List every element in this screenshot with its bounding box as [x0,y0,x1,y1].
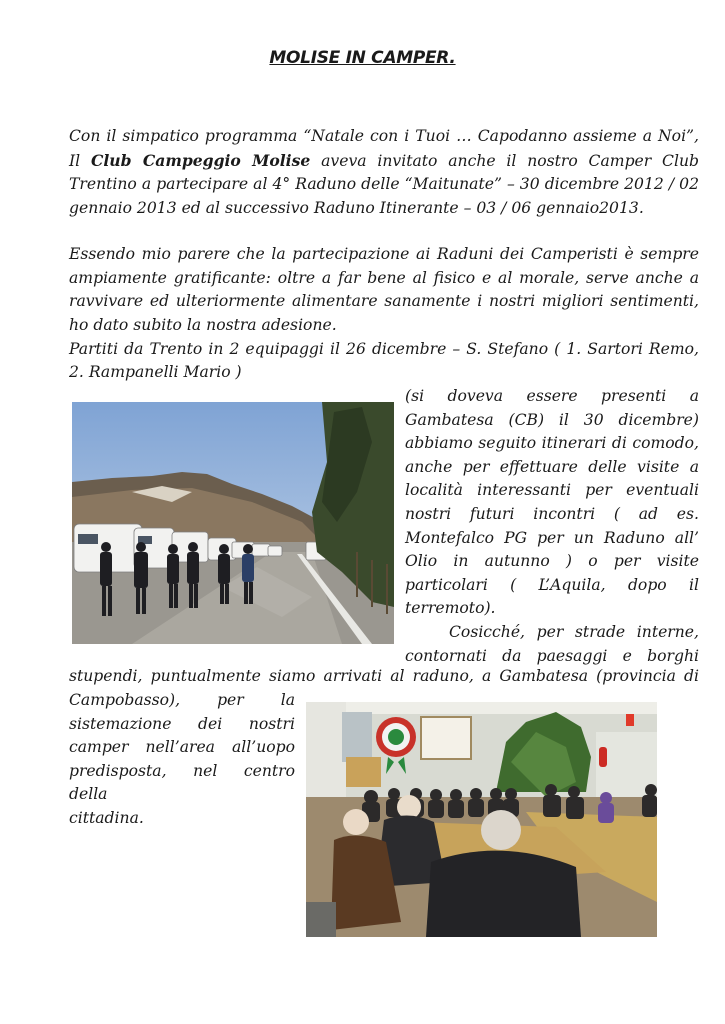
side-line: (si doveva essere presenti a [405,387,699,405]
paragraph-2-line-1: Essendo mio parere che la partecipazione ai Raduni dei Camperisti è sempre [69,245,699,263]
paragraph-1-line-2 [69,149,699,174]
side-line: abbiamo seguito itinerari di comodo, [405,434,699,453]
photo-campers-road [72,402,394,644]
bottom-paragraph [69,689,295,831]
paragraph-2-line-4: ho dato subito la nostra adesione. [69,316,337,334]
paragraph-1-line-4: gennaio 2013 ed al successivo Raduno Itinerante – 03 / 06 gennaio2013. [69,199,644,217]
side-line: particolari ( L’Aquila, dopo il [405,575,699,594]
side-line: località interessanti per eventuali [405,481,699,500]
side-line: contornati da paesaggi e borghi [405,646,699,665]
side-line: Montefalco PG per un Raduno all’ [405,528,699,547]
side-line: anche per effettuare delle visite a [405,457,699,476]
side-line: nostri futuri incontri ( ad es. [405,504,699,523]
bottom-line: cittadina. [69,808,144,827]
body-line-full: stupendi, puntualmente siamo arrivati al raduno, a Gambatesa (provincia di [69,667,699,685]
paragraph-1-line-1: Con il simpatico programma “Natale con i Tuoi … Capodanno assieme a Noi”, [69,127,699,145]
paragraph-2-line-5: Partiti da Trento in 2 equipaggi il 26 dicembre – S. Stefano ( 1. Sartori Remo, [69,340,699,358]
club-name: Club Campeggio Molise [90,151,311,170]
paragraph-1-line-3: Trentino a partecipare al 4° Raduno delle “Maitunate” – 30 dicembre 2012 / 02 [69,175,699,193]
text: aveva invitato anche il nostro Camper Club [310,152,699,170]
side-line: terremoto). [405,599,496,618]
side-line: Olio in autunno ) o per visite [405,552,699,571]
bottom-line: Campobasso), per la [69,691,295,709]
side-paragraph [405,385,699,668]
text: Il [69,152,91,170]
bottom-line: camper nell’area all’uopo [69,738,295,757]
paragraph-2-line-2: ampiamente gratificante: oltre a far bene al fisico e al morale, serve anche a [69,269,699,287]
paragraph-2-line-3: ravvivare ed ulteriormente alimentare sanamente i nostri migliori sentimenti, [69,292,699,310]
photo-meeting-hall [306,702,657,937]
side-line: Gambatesa (CB) il 30 dicembre) [405,410,699,429]
bottom-line: predisposta, nel centro della [69,761,295,804]
paragraph-2-line-6: 2. Rampanelli Mario ) [69,363,242,381]
bottom-line: sistemazione dei nostri [69,714,295,733]
document-title: MOLISE IN CAMPER. [269,48,456,68]
side-line: Cosicché, per strade interne, [449,622,699,641]
